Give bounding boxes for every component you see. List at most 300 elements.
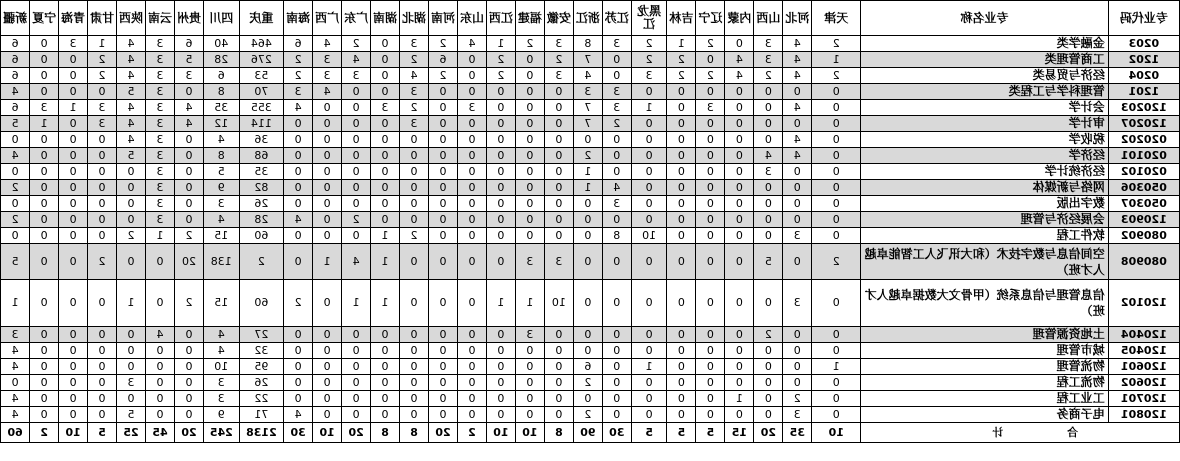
quota-cell: 4: [1, 84, 30, 100]
quota-cell: 0: [631, 212, 667, 228]
quota-cell: 0: [429, 100, 458, 116]
quota-cell: 0: [371, 180, 400, 196]
quota-cell: 0: [313, 212, 342, 228]
quota-cell: 0: [631, 391, 667, 407]
quota-cell: 2: [696, 68, 725, 84]
quota-cell: 0: [30, 36, 59, 52]
col-header-province: 浙江: [573, 1, 602, 36]
quota-cell: 2: [631, 36, 667, 52]
quota-cell: 3: [342, 68, 371, 84]
quota-cell: 3: [696, 100, 725, 116]
quota-cell: 0: [515, 52, 544, 68]
quota-cell: 0: [725, 244, 754, 280]
quota-cell: 2: [342, 212, 371, 228]
quota-cell: 3: [754, 36, 783, 52]
quota-cell: 40: [203, 36, 239, 52]
quota-cell: 0: [515, 375, 544, 391]
quota-cell: 20: [174, 244, 203, 280]
quota-cell: 2: [88, 52, 117, 68]
quota-cell: 4: [1, 343, 30, 359]
quota-cell: 2: [400, 52, 429, 68]
quota-cell: 0: [400, 244, 429, 280]
quota-cell: 1: [631, 100, 667, 116]
quota-cell: 0: [725, 228, 754, 244]
total-cell: 5: [88, 423, 117, 443]
quota-cell: 0: [486, 116, 515, 132]
total-cell: 5: [631, 423, 667, 443]
quota-cell: 68: [239, 148, 284, 164]
quota-cell: 4: [117, 52, 146, 68]
table-row: [1, 212, 1180, 228]
quota-cell: 0: [573, 343, 602, 359]
quota-cell: 0: [515, 407, 544, 423]
quota-cell: 3: [203, 391, 239, 407]
quota-cell: 0: [573, 244, 602, 280]
quota-cell: 2: [239, 244, 284, 280]
quota-cell: 0: [342, 132, 371, 148]
quota-cell: 3: [146, 52, 175, 68]
quota-cell: 0: [429, 407, 458, 423]
quota-cell: 0: [667, 228, 696, 244]
quota-cell: 0: [812, 212, 861, 228]
quota-cell: 3: [146, 164, 175, 180]
quota-cell: 0: [284, 116, 313, 132]
quota-cell: 4: [783, 52, 812, 68]
total-cell: 30: [284, 423, 313, 443]
major-name-cell: 管理科学与工程类: [861, 84, 1108, 100]
total-cell: 35: [783, 423, 812, 443]
total-cell: 10: [515, 423, 544, 443]
quota-cell: 0: [371, 164, 400, 180]
quota-cell: 0: [754, 343, 783, 359]
quota-cell: 0: [725, 212, 754, 228]
col-header-province: 安徽: [544, 1, 573, 36]
quota-cell: 1: [812, 52, 861, 68]
quota-cell: 0: [284, 132, 313, 148]
quota-cell: 0: [59, 116, 88, 132]
quota-cell: 2: [696, 36, 725, 52]
quota-cell: 0: [812, 228, 861, 244]
quota-cell: 0: [342, 116, 371, 132]
quota-cell: 0: [117, 164, 146, 180]
quota-cell: 3: [573, 84, 602, 100]
quota-cell: 15: [203, 280, 239, 327]
major-name-cell: 数字出版: [861, 196, 1108, 212]
quota-cell: 3: [203, 375, 239, 391]
quota-cell: 0: [146, 407, 175, 423]
quota-cell: 0: [696, 132, 725, 148]
quota-cell: 4: [783, 132, 812, 148]
quota-cell: 0: [515, 359, 544, 375]
quota-cell: 0: [429, 148, 458, 164]
col-header-province: 吉林: [667, 1, 696, 36]
quota-cell: 0: [30, 327, 59, 343]
quota-cell: 6: [429, 52, 458, 68]
quota-cell: 0: [754, 212, 783, 228]
quota-cell: 53: [239, 68, 284, 84]
major-name-cell: 工业工程: [861, 391, 1108, 407]
quota-cell: 3: [400, 84, 429, 100]
quota-cell: 0: [371, 116, 400, 132]
quota-cell: 0: [783, 375, 812, 391]
quota-cell: 0: [725, 148, 754, 164]
quota-cell: 3: [146, 212, 175, 228]
quota-cell: 0: [486, 100, 515, 116]
quota-cell: 0: [544, 132, 573, 148]
quota-cell: 0: [30, 148, 59, 164]
quota-cell: 4: [117, 36, 146, 52]
quota-cell: 0: [725, 196, 754, 212]
quota-cell: 3: [146, 36, 175, 52]
quota-cell: 0: [486, 196, 515, 212]
major-code-cell: 0204: [1108, 68, 1179, 84]
major-name-cell: 物流工程: [861, 375, 1108, 391]
quota-cell: 0: [696, 375, 725, 391]
quota-cell: 0: [725, 343, 754, 359]
quota-cell: 0: [754, 375, 783, 391]
quota-cell: 0: [88, 148, 117, 164]
quota-cell: 0: [667, 244, 696, 280]
total-cell: 245: [203, 423, 239, 443]
quota-cell: 3: [146, 196, 175, 212]
quota-cell: 0: [88, 375, 117, 391]
quota-cell: 95: [239, 359, 284, 375]
quota-cell: 4: [313, 84, 342, 100]
quota-cell: 0: [371, 68, 400, 84]
quota-cell: 0: [457, 327, 486, 343]
quota-cell: 0: [754, 228, 783, 244]
quota-cell: 0: [812, 391, 861, 407]
quota-cell: 0: [515, 100, 544, 116]
quota-cell: 0: [812, 327, 861, 343]
quota-cell: 0: [725, 164, 754, 180]
quota-cell: 0: [59, 327, 88, 343]
quota-cell: 0: [602, 407, 631, 423]
quota-cell: 4: [203, 132, 239, 148]
quota-cell: 0: [515, 228, 544, 244]
quota-cell: 0: [783, 164, 812, 180]
total-cell: 20: [174, 423, 203, 443]
quota-cell: 0: [1, 196, 30, 212]
col-header-province: 内蒙: [725, 1, 754, 36]
header-row: [1, 1, 1180, 36]
quota-cell: 0: [754, 280, 783, 327]
quota-cell: 0: [457, 164, 486, 180]
quota-cell: 0: [602, 244, 631, 280]
quota-cell: 0: [667, 375, 696, 391]
quota-cell: 3: [602, 36, 631, 52]
quota-cell: 0: [284, 343, 313, 359]
total-cell: 2: [457, 423, 486, 443]
quota-cell: 0: [30, 84, 59, 100]
quota-cell: 0: [515, 132, 544, 148]
quota-cell: 0: [30, 280, 59, 327]
quota-cell: 4: [117, 132, 146, 148]
quota-cell: 0: [812, 148, 861, 164]
quota-cell: 0: [573, 212, 602, 228]
quota-cell: 0: [631, 280, 667, 327]
quota-cell: 2: [486, 68, 515, 84]
quota-cell: 0: [515, 343, 544, 359]
quota-cell: 1: [812, 359, 861, 375]
quota-cell: 26: [239, 375, 284, 391]
quota-cell: 0: [573, 280, 602, 327]
quota-cell: 0: [284, 180, 313, 196]
quota-cell: 0: [486, 327, 515, 343]
quota-cell: 4: [174, 116, 203, 132]
quota-cell: 0: [313, 164, 342, 180]
quota-cell: 0: [573, 228, 602, 244]
quota-cell: 3: [515, 244, 544, 280]
quota-cell: 4: [400, 68, 429, 84]
quota-cell: 0: [174, 343, 203, 359]
quota-cell: 1: [371, 228, 400, 244]
quota-cell: 0: [400, 343, 429, 359]
quota-cell: 0: [457, 180, 486, 196]
total-cell: 2: [30, 423, 59, 443]
quota-cell: 4: [174, 100, 203, 116]
total-cell: 30: [602, 423, 631, 443]
quota-cell: 1: [30, 116, 59, 132]
table-row: [1, 375, 1180, 391]
major-name-cell: 经济与贸易类: [861, 68, 1108, 84]
quota-cell: 0: [602, 148, 631, 164]
quota-cell: 22: [239, 391, 284, 407]
quota-cell: 0: [30, 359, 59, 375]
quota-cell: 0: [812, 84, 861, 100]
quota-cell: 10: [544, 280, 573, 327]
major-code-cell: 020101: [1108, 148, 1179, 164]
major-code-cell: 080902: [1108, 228, 1179, 244]
quota-cell: 0: [313, 180, 342, 196]
quota-cell: 0: [117, 212, 146, 228]
quota-cell: 0: [59, 359, 88, 375]
quota-cell: 6: [1, 100, 30, 116]
quota-cell: 0: [400, 164, 429, 180]
quota-cell: 0: [88, 132, 117, 148]
quota-cell: 0: [544, 84, 573, 100]
quota-cell: 2: [284, 280, 313, 327]
quota-cell: 2: [1, 180, 30, 196]
quota-cell: 4: [1, 391, 30, 407]
quota-cell: 8: [203, 148, 239, 164]
table-row: [1, 84, 1180, 100]
quota-cell: 0: [371, 196, 400, 212]
quota-cell: 4: [1, 148, 30, 164]
quota-cell: 0: [457, 228, 486, 244]
quota-cell: 0: [371, 343, 400, 359]
quota-cell: 1: [313, 244, 342, 280]
quota-cell: 0: [667, 148, 696, 164]
quota-cell: 2: [812, 36, 861, 52]
col-header-province: 甘肃: [88, 1, 117, 36]
quota-cell: 0: [88, 359, 117, 375]
quota-cell: 0: [667, 164, 696, 180]
quota-cell: 3: [631, 68, 667, 84]
quota-cell: 0: [696, 116, 725, 132]
quota-cell: 0: [602, 132, 631, 148]
quota-cell: 0: [174, 148, 203, 164]
total-cell: 8: [371, 423, 400, 443]
major-code-cell: 120404: [1108, 327, 1179, 343]
quota-cell: 0: [515, 164, 544, 180]
quota-cell: 3: [146, 84, 175, 100]
quota-cell: 0: [146, 280, 175, 327]
quota-cell: 0: [631, 244, 667, 280]
quota-cell: 0: [429, 84, 458, 100]
quota-cell: 0: [631, 116, 667, 132]
quota-cell: 0: [88, 212, 117, 228]
quota-cell: 0: [486, 180, 515, 196]
major-name-cell: 空间信息与数字技术（和大讯飞人工智能卓越人才班）: [861, 244, 1108, 280]
quota-cell: 3: [203, 196, 239, 212]
col-header-province: 广东: [342, 1, 371, 36]
quota-cell: 32: [239, 343, 284, 359]
quota-cell: 0: [754, 391, 783, 407]
quota-cell: 0: [457, 116, 486, 132]
quota-cell: 3: [146, 100, 175, 116]
quota-cell: 0: [117, 180, 146, 196]
quota-cell: 5: [174, 52, 203, 68]
quota-cell: 0: [117, 244, 146, 280]
quota-cell: 0: [696, 52, 725, 68]
quota-cell: 1: [146, 228, 175, 244]
quota-cell: 0: [30, 343, 59, 359]
quota-cell: 0: [371, 375, 400, 391]
quota-cell: 0: [30, 391, 59, 407]
quota-cell: 3: [146, 68, 175, 84]
quota-cell: 0: [117, 327, 146, 343]
total-cell: 45: [146, 423, 175, 443]
quota-cell: 0: [400, 359, 429, 375]
quota-cell: 0: [725, 116, 754, 132]
quota-cell: 0: [400, 132, 429, 148]
quota-cell: 0: [812, 375, 861, 391]
quota-cell: 0: [117, 196, 146, 212]
quota-cell: 0: [486, 407, 515, 423]
quota-cell: 1: [573, 164, 602, 180]
quota-cell: 36: [239, 132, 284, 148]
quota-cell: 4: [117, 116, 146, 132]
quota-cell: 0: [400, 212, 429, 228]
quota-cell: 0: [696, 148, 725, 164]
quota-cell: 3: [400, 116, 429, 132]
quota-cell: 0: [313, 327, 342, 343]
quota-cell: 1: [631, 359, 667, 375]
quota-cell: 3: [515, 327, 544, 343]
quota-cell: 0: [371, 148, 400, 164]
table-row: [1, 343, 1180, 359]
col-header-province: 陕西: [117, 1, 146, 36]
quota-cell: 0: [667, 391, 696, 407]
quota-cell: 0: [725, 280, 754, 327]
quota-cell: 355: [239, 100, 284, 116]
table-row: [1, 359, 1180, 375]
quota-cell: 0: [667, 100, 696, 116]
quota-cell: 4: [725, 52, 754, 68]
quota-cell: 0: [429, 116, 458, 132]
quota-cell: 2: [88, 68, 117, 84]
quota-cell: 0: [117, 391, 146, 407]
quota-cell: 5: [117, 84, 146, 100]
quota-cell: 0: [313, 196, 342, 212]
quota-cell: 3: [88, 100, 117, 116]
quota-cell: 4: [1, 359, 30, 375]
quota-cell: 0: [515, 212, 544, 228]
quota-cell: 0: [544, 212, 573, 228]
quota-cell: 0: [515, 68, 544, 84]
quota-cell: 0: [342, 327, 371, 343]
major-code-cell: 1202: [1108, 52, 1179, 68]
quota-cell: 0: [342, 84, 371, 100]
major-name-cell: 电子商务: [861, 407, 1108, 423]
col-header-province: 辽宁: [696, 1, 725, 36]
quota-cell: 0: [573, 196, 602, 212]
quota-cell: 4: [117, 68, 146, 84]
quota-cell: 1: [486, 280, 515, 327]
quota-cell: 0: [342, 196, 371, 212]
col-header-province: 青海: [59, 1, 88, 36]
quota-cell: 4: [754, 148, 783, 164]
quota-cell: 0: [59, 52, 88, 68]
quota-cell: 0: [400, 280, 429, 327]
quota-cell: 1: [342, 280, 371, 327]
quota-cell: 3: [783, 280, 812, 327]
quota-cell: 1: [59, 100, 88, 116]
quota-cell: 1: [515, 280, 544, 327]
quota-cell: 0: [544, 180, 573, 196]
quota-cell: 0: [515, 391, 544, 407]
quota-cell: 0: [783, 244, 812, 280]
col-header-province: 黑龙江: [631, 1, 667, 36]
quota-cell: 0: [429, 132, 458, 148]
quota-cell: 2: [667, 68, 696, 84]
quota-cell: 0: [117, 359, 146, 375]
quota-cell: 10: [203, 359, 239, 375]
quota-cell: 0: [146, 343, 175, 359]
quota-cell: 4: [342, 244, 371, 280]
quota-cell: 0: [174, 391, 203, 407]
col-header-province: 湖北: [400, 1, 429, 36]
quota-cell: 3: [544, 244, 573, 280]
quota-cell: 3: [146, 180, 175, 196]
table-body: [1, 36, 1180, 443]
quota-cell: 2: [284, 68, 313, 84]
quota-cell: 0: [88, 343, 117, 359]
quota-cell: 0: [754, 359, 783, 375]
quota-cell: 9: [203, 180, 239, 196]
quota-cell: 0: [59, 212, 88, 228]
quota-cell: 2: [544, 52, 573, 68]
total-cell: 8: [400, 423, 429, 443]
quota-cell: 0: [544, 148, 573, 164]
quota-cell: 0: [696, 391, 725, 407]
table-row: [1, 36, 1180, 52]
quota-cell: 2: [754, 68, 783, 84]
quota-cell: 0: [313, 116, 342, 132]
quota-cell: 0: [486, 359, 515, 375]
quota-cell: 114: [239, 116, 284, 132]
quota-cell: 2: [1, 212, 30, 228]
col-header-province: 福建: [515, 1, 544, 36]
quota-cell: 35: [239, 164, 284, 180]
quota-cell: 0: [631, 407, 667, 423]
quota-cell: 0: [544, 196, 573, 212]
table-row: [1, 52, 1180, 68]
quota-cell: 0: [602, 280, 631, 327]
quota-cell: 1: [1, 280, 30, 327]
quota-cell: 0: [174, 132, 203, 148]
